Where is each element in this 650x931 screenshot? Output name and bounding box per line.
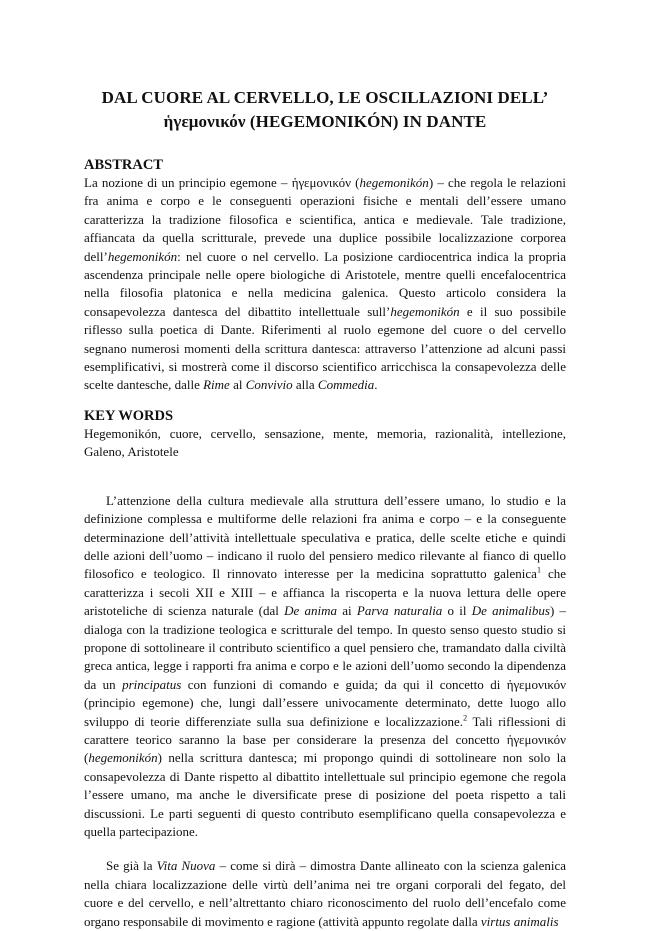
article-title-line-1: DAL CUORE AL CERVELLO, LE OSCILLAZIONI DELL’ — [101, 88, 549, 107]
article-title — [84, 86, 566, 134]
keywords-text: Hegemonikón, cuore, cervello, sensazione, mente, memoria, razionalità, intellezione, Galeno, Aristotele — [84, 425, 566, 460]
article-title-line-2: ἡγεμονικόν (HEGEMONIKÓN) IN DANTE — [163, 112, 487, 131]
abstract-section — [84, 156, 566, 395]
body-paragraph-1: L’attenzione della cultura medievale alla struttura dell’essere umano, lo studio e la definizione complessa e multiforme delle relazioni fra anima e corpo – e la conseguente determinazione dell’attività intellettuale speculativa e pratica, delle scelte etiche e quindi delle azioni dell’uomo – indicano il ruolo del pensiero medico rilevante al fianco di quello filosofico e teologico. Il rinnovato interesse per la medicina soprattutto galenica$^1$ che caratterizza i secoli XII e XIII – e affianca la riscoperta e la nuova lettura delle opere aristoteliche di scienza naturale (dal De anima ai Parva naturalia o il De animalibus) – dialoga con la tradizione teologica e scritturale del tempo. In questo senso questo studio si propone di sottolineare il contributo scientifico a quel pensiero che, tramandato dalla civiltà greca antica, legge i rapporti fra anima e corpo e le azioni dell’uomo secondo la dipendenza da un principatus con funzioni di comando e guida; da qui il concetto di ἡγεμονικόν (principio egemone) che, lungi dall’essere univocamente determinato, dette luogo allo sviluppo di teorie differenziate sulla sua definizione e localizzazione.$^2$ Tali riflessioni di carattere teorico saranno la base per considerare la presenza del concetto ἡγεμονικόν (hegemonikón) nella scrittura dantesca; mi propongo quindi di sottolineare non solo la consapevolezza di Dante rispetto al dibattito intellettuale sul principio egemone che regola l’essere umano, ma anche le diversificate prese di posizione del poeta rispetto a tali discussioni. Le parti seguenti di questo contributo esemplificano quella consapevolezza e quella partecipazione. — [84, 492, 567, 839]
body-paragraph-2: Se già la Vita Nuova – come si dirà – dimostra Dante allineato con la scienza galenica nella chiara localizzazione delle virtù dell’anima nei tre organi corporali del fegato, del cuore e del cervello, e nell’altrettanto chiaro riconoscimento del ruolo dell’encefalo come organo responsabile di movimento e ragione (attività appunto regolate dalla virtus animalis — [84, 858, 567, 929]
abstract-text: La nozione di un principio egemone – ἡγεμονικόν (hegemonikón) – che regola le relazioni fra anima e corpo e le conseguenti operazioni fisiche e mentali dell’essere umano caratterizza la tradizione filosofica e scientifica, antica e medievale. Tale tradizione, affiancata da quella scritturale, prevede una duplice possibile localizzazione corporea dell’hegemonikón: nel cuore o nel cervello. La posizione cardiocentrica indica la propria ascendenza principale nelle opere biologiche di Aristotele, mentre quelli encefalocentrica nella filosofia platonica e nella medicina galenica. Questo articolo considera la consapevolezza dantesca del dibattito intellettuale sull’hegemonikón e il suo possibile riflesso sulla poetica di Dante. Riferimenti al ruolo egemone del cuore o del cervello segnano numerosi momenti della scrittura dantesca: attraverso l’attenzione ad alcuni passi esemplificativi, si mostrerà come il discorso scientifico arricchisca la consapevolezza delle scelte dantesche, dalle Rime al Convivio alla Commedia. — [84, 175, 567, 393]
keywords-section — [84, 407, 566, 462]
keywords-heading: KEY WORDS — [84, 407, 174, 424]
abstract-heading: ABSTRACT — [84, 157, 163, 173]
body-text — [84, 492, 566, 931]
